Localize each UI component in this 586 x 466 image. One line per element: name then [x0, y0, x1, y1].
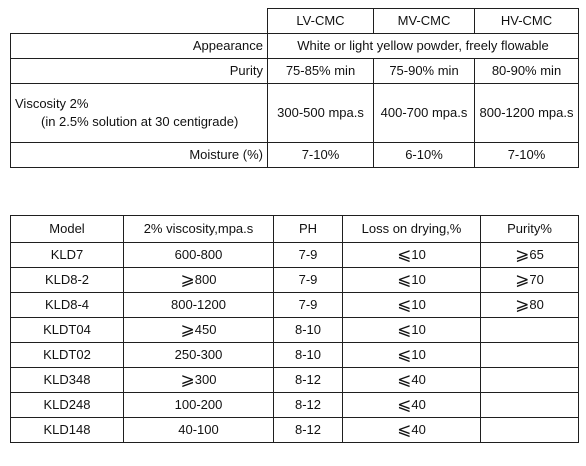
viscosity-label-line2: (in 2.5% solution at 30 centigrade): [41, 114, 239, 129]
appearance-label: Appearance: [11, 34, 268, 59]
model-name: KLD7: [50, 247, 84, 262]
comparison-symbol: ⩽: [397, 420, 412, 439]
purity-label: Purity: [11, 59, 268, 84]
viscosity-cell: [124, 368, 274, 393]
comparison-symbol: ⩽: [397, 295, 412, 314]
model-name: KLD8-4: [44, 297, 90, 312]
appearance-row: [11, 34, 579, 59]
ph-value: 8-12: [294, 372, 322, 387]
loss-on-drying-cell: [343, 243, 481, 268]
purity-cell: [481, 318, 579, 343]
purity-cell: [481, 343, 579, 368]
comparison-symbol: ⩽: [397, 320, 412, 339]
model-name: KLD8-2: [44, 272, 90, 287]
viscosity-label-line1: Viscosity 2%: [15, 96, 89, 111]
viscosity-lv: 300-500 mpa.s: [268, 84, 374, 143]
ph-cell: [274, 393, 343, 418]
viscosity-value: 250-300: [174, 347, 223, 362]
appearance-value: White or light yellow powder, freely flowable: [268, 34, 579, 59]
table-row: [11, 393, 579, 418]
purity-cell: [481, 268, 579, 293]
loss-on-drying-cell: [343, 293, 481, 318]
ph-value: 7-9: [298, 297, 318, 312]
ph-value: 8-12: [294, 397, 322, 412]
purity-value: 65: [529, 247, 544, 262]
purity-cell: [481, 243, 579, 268]
table-row: [11, 268, 579, 293]
column-header-mv-cmc: MV-CMC: [374, 9, 475, 34]
loss-value: 10: [411, 297, 426, 312]
table-row: [11, 293, 579, 318]
cmc-grades-table: [10, 8, 579, 168]
comparison-symbol: ⩾: [180, 320, 195, 339]
viscosity-cell: [124, 268, 274, 293]
empty-corner-cell: [11, 9, 268, 34]
viscosity-cell: [124, 243, 274, 268]
loss-on-drying-cell: [343, 418, 481, 443]
ph-cell: [274, 368, 343, 393]
ph-value: 7-9: [298, 247, 318, 262]
loss-value: 10: [411, 272, 426, 287]
header-purity: Purity%: [481, 216, 579, 243]
model-name: KLDT04: [43, 322, 91, 337]
viscosity-value: 800-1200: [171, 297, 226, 312]
viscosity-cell: [124, 343, 274, 368]
purity-row: [11, 59, 579, 84]
comparison-symbol: ⩽: [397, 345, 412, 364]
viscosity-cell: [124, 318, 274, 343]
moisture-label: Moisture (%): [11, 143, 268, 168]
table-row: [11, 318, 579, 343]
moisture-lv: 7-10%: [268, 143, 374, 168]
loss-on-drying-cell: [343, 368, 481, 393]
viscosity-cell: [124, 293, 274, 318]
loss-on-drying-cell: [343, 318, 481, 343]
model-name: KLDT02: [43, 347, 91, 362]
viscosity-value: 450: [194, 322, 217, 337]
viscosity-value: 800: [194, 272, 217, 287]
table-row: [11, 418, 579, 443]
loss-on-drying-cell: [343, 343, 481, 368]
loss-value: 40: [411, 372, 426, 387]
table-row: [11, 343, 579, 368]
model-cell: [11, 318, 124, 343]
column-header-lv-cmc: LV-CMC: [268, 9, 374, 34]
model-name: KLD248: [43, 397, 91, 412]
model-cell: [11, 243, 124, 268]
moisture-hv: 7-10%: [475, 143, 579, 168]
ph-cell: [274, 293, 343, 318]
loss-on-drying-cell: [343, 393, 481, 418]
header-viscosity: 2% viscosity,mpa.s: [124, 216, 274, 243]
ph-cell: [274, 318, 343, 343]
comparison-symbol: ⩾: [515, 295, 530, 314]
viscosity-hv: 800-1200 mpa.s: [475, 84, 579, 143]
models-body: [11, 243, 579, 443]
ph-cell: [274, 243, 343, 268]
viscosity-cell: [124, 418, 274, 443]
purity-cell: [481, 393, 579, 418]
purity-mv: 75-90% min: [374, 59, 475, 84]
viscosity-label: [11, 84, 268, 143]
model-cell: [11, 268, 124, 293]
viscosity-value: 40-100: [178, 422, 219, 437]
models-header-row: [11, 216, 579, 243]
header-ph: PH: [274, 216, 343, 243]
loss-value: 10: [411, 347, 426, 362]
model-cell: [11, 393, 124, 418]
purity-cell: [481, 293, 579, 318]
purity-cell: [481, 418, 579, 443]
comparison-symbol: ⩽: [397, 395, 412, 414]
comparison-symbol: ⩽: [397, 245, 412, 264]
viscosity-value: 600-800: [174, 247, 223, 262]
moisture-row: [11, 143, 579, 168]
ph-value: 8-10: [294, 322, 322, 337]
comparison-symbol: ⩾: [515, 245, 530, 264]
comparison-symbol: ⩾: [180, 270, 195, 289]
model-cell: [11, 368, 124, 393]
grades-header-row: [11, 9, 579, 34]
table-row: [11, 368, 579, 393]
ph-value: 7-9: [298, 272, 318, 287]
ph-cell: [274, 268, 343, 293]
table-row: [11, 243, 579, 268]
purity-hv: 80-90% min: [475, 59, 579, 84]
model-cell: [11, 293, 124, 318]
header-model: Model: [11, 216, 124, 243]
kld-models-table: [10, 215, 579, 443]
loss-value: 10: [411, 322, 426, 337]
model-name: KLD348: [43, 372, 91, 387]
viscosity-cell: [124, 393, 274, 418]
header-loss-on-drying: Loss on drying,%: [343, 216, 481, 243]
purity-value: 80: [529, 297, 544, 312]
purity-cell: [481, 368, 579, 393]
viscosity-mv: 400-700 mpa.s: [374, 84, 475, 143]
purity-value: 70: [529, 272, 544, 287]
viscosity-value: 100-200: [174, 397, 223, 412]
loss-on-drying-cell: [343, 268, 481, 293]
model-cell: [11, 343, 124, 368]
loss-value: 10: [411, 247, 426, 262]
model-name: KLD148: [43, 422, 91, 437]
moisture-mv: 6-10%: [374, 143, 475, 168]
viscosity-row: [11, 84, 579, 143]
ph-value: 8-12: [294, 422, 322, 437]
model-cell: [11, 418, 124, 443]
ph-cell: [274, 343, 343, 368]
ph-value: 8-10: [294, 347, 322, 362]
purity-lv: 75-85% min: [268, 59, 374, 84]
comparison-symbol: ⩾: [515, 270, 530, 289]
column-header-hv-cmc: HV-CMC: [475, 9, 579, 34]
comparison-symbol: ⩽: [397, 270, 412, 289]
comparison-symbol: ⩽: [397, 370, 412, 389]
comparison-symbol: ⩾: [180, 370, 195, 389]
viscosity-value: 300: [194, 372, 217, 387]
loss-value: 40: [411, 397, 426, 412]
ph-cell: [274, 418, 343, 443]
loss-value: 40: [411, 422, 426, 437]
